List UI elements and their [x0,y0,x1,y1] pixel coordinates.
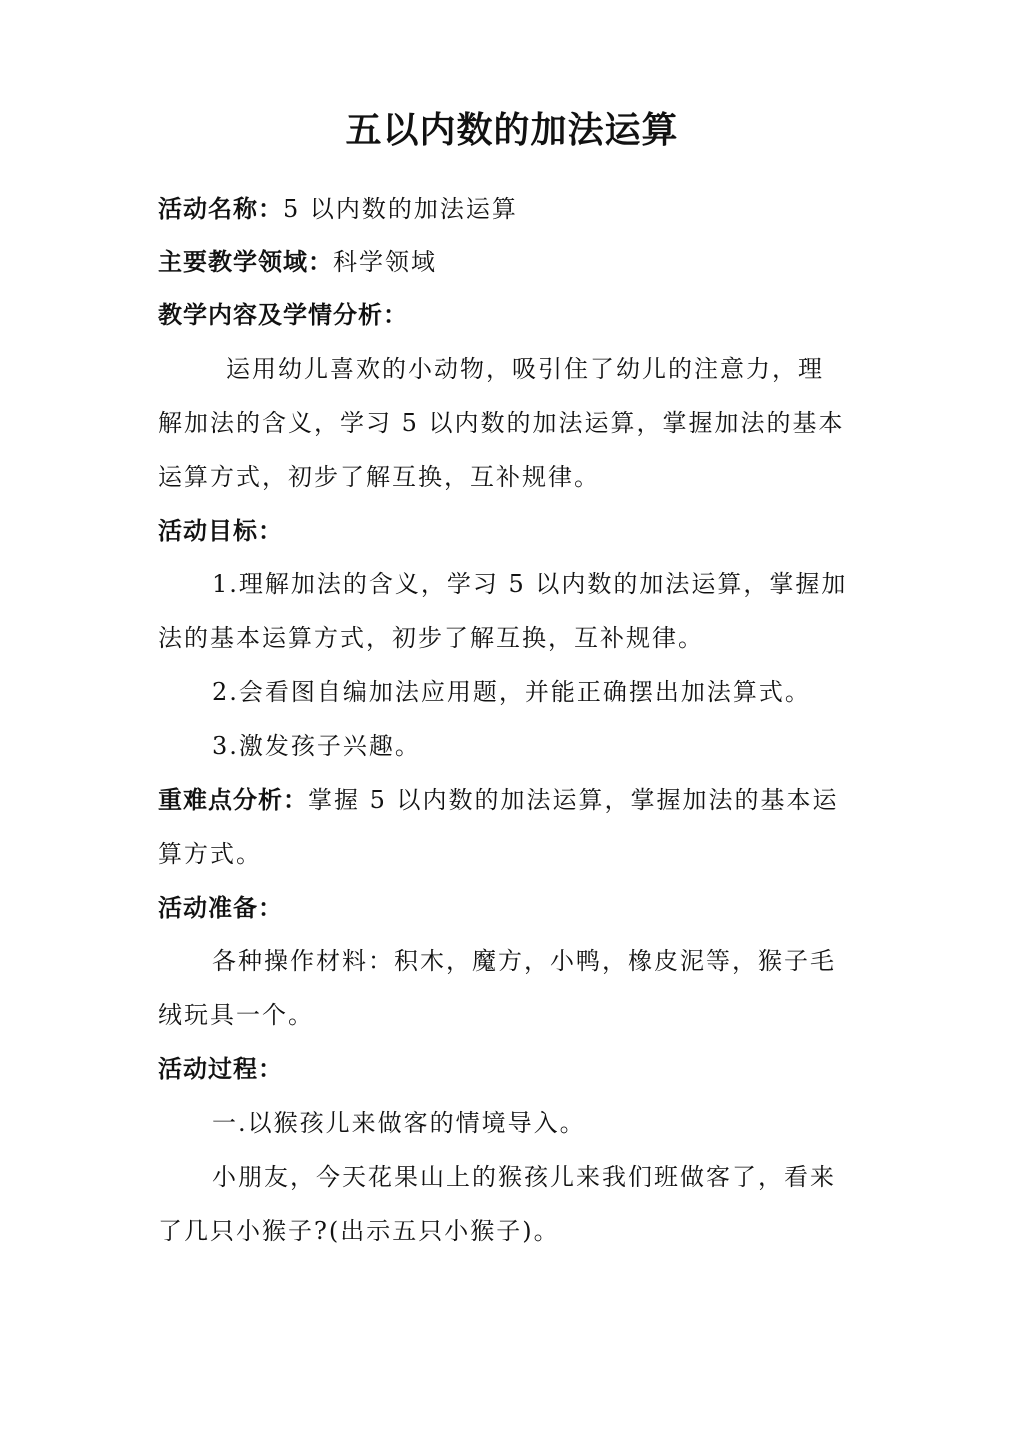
analysis-line: 解加法的含义，学习 5 以内数的加法运算，掌握加法的基本 [158,409,845,437]
goal-line: 法的基本运算方式，初步了解互换，互补规律。 [158,624,704,652]
goals-heading: 活动目标： [158,516,283,545]
goal-line: 3.激发孩子兴趣。 [212,732,421,760]
activity-name-value: 5 以内数的加法运算 [283,195,518,223]
key-points-text: 掌握 5 以内数的加法运算，掌握加法的基本运 [308,786,839,814]
domain-label: 主要教学领域： [158,247,333,276]
analysis-line: 运用幼儿喜欢的小动物，吸引住了幼儿的注意力，理 [226,355,824,383]
domain-value: 科学领域 [333,248,437,276]
document-title: 五以内数的加法运算 [345,109,679,151]
process-line: 了几只小猴子?(出示五只小猴子)。 [158,1217,560,1245]
key-points-line: 算方式。 [158,840,262,868]
analysis-heading: 教学内容及学情分析： [158,300,408,329]
activity-name-label: 活动名称： [158,194,283,223]
preparation-heading: 活动准备： [158,893,283,922]
activity-name-line [158,192,878,226]
goal-line: 2.会看图自编加法应用题，并能正确摆出加法算式。 [212,678,811,706]
key-points-line [158,783,878,817]
preparation-line: 绒玩具一个。 [158,1001,314,1029]
process-heading: 活动过程： [158,1054,283,1083]
process-line: 一.以猴孩儿来做客的情境导入。 [212,1109,586,1137]
goal-line: 1.理解加法的含义，学习 5 以内数的加法运算，掌握加 [212,570,848,598]
domain-line [158,245,878,279]
process-line: 小朋友，今天花果山上的猴孩儿来我们班做客了，看来 [212,1163,836,1191]
key-points-label: 重难点分析： [158,785,308,814]
preparation-line: 各种操作材料：积木，魔方，小鸭，橡皮泥等，猴子毛 [212,947,836,975]
analysis-line: 运算方式，初步了解互换，互补规律。 [158,463,600,491]
